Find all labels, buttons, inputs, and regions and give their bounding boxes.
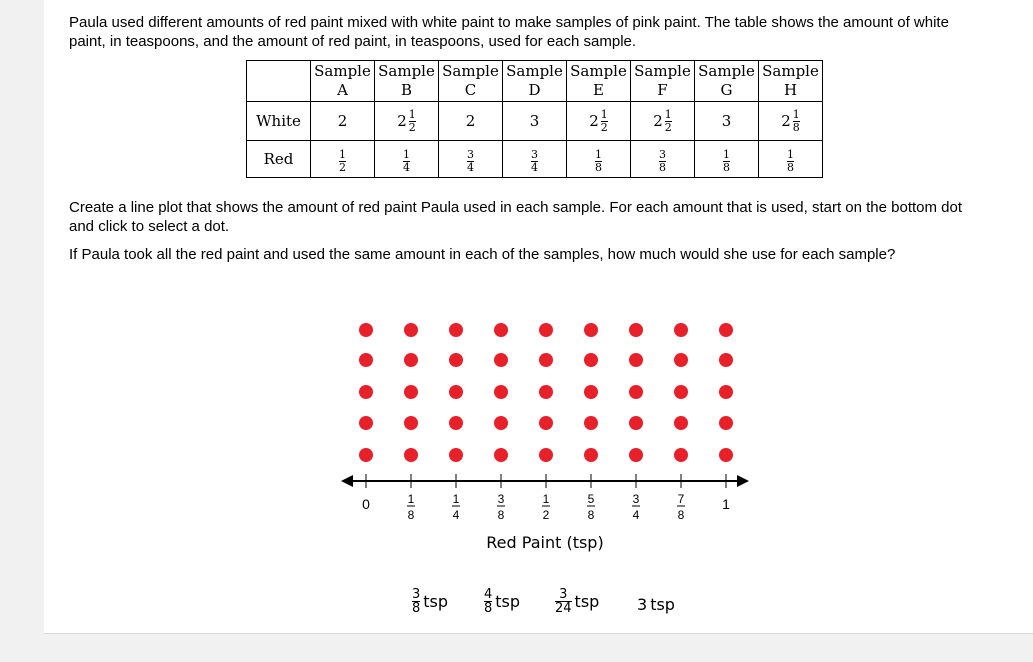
tick-label-numerator: 1 [407,492,415,506]
numerator: 1 [600,107,608,121]
plot-dot[interactable] [449,353,463,367]
plot-dot[interactable] [674,448,688,462]
tick-label-denominator: 8 [587,508,595,522]
denominator: 8 [723,161,730,174]
plot-dot[interactable] [719,385,733,399]
header-letter: E [593,81,604,99]
header-word: Sample [314,62,371,80]
plot-dot[interactable] [584,353,598,367]
plot-dot[interactable] [629,385,643,399]
whole-number: 3 [721,112,732,130]
denominator: 2 [664,120,672,134]
header-word: Sample [698,62,755,80]
plot-dot[interactable] [449,323,463,337]
unit-label: tsp [495,592,521,611]
tick-label-numerator: 5 [587,492,595,506]
unit-label: tsp [574,592,600,611]
header-letter: D [528,81,541,99]
plot-dot[interactable] [674,323,688,337]
answer-choice-2[interactable] [484,588,520,615]
header-word: Sample [570,62,627,80]
tick-label-denominator: 8 [677,508,685,522]
header-word: Sample [634,62,691,80]
left-arrow-icon [341,475,353,487]
denominator: 4 [403,161,410,174]
question-average: If Paula took all the red paint and used the same amount in each of the samples, how much would she use for each sample? [69,246,896,263]
tick-label-denominator: 4 [632,508,640,522]
numerator: 3 [531,148,538,161]
denominator: 4 [467,161,474,174]
plot-dot[interactable] [404,323,418,337]
denominator: 8 [484,601,493,616]
denominator: 8 [659,161,666,174]
numerator: 3 [467,148,474,161]
tick-label-denominator: 8 [407,508,415,522]
numerator: 1 [339,148,346,161]
plot-dot[interactable] [539,323,553,337]
unit-label: tsp [423,592,449,611]
unit-label: tsp [650,595,675,614]
denominator: 8 [792,120,800,134]
denominator: 8 [412,601,421,616]
plot-dot[interactable] [359,416,373,430]
header-word: Sample [762,62,819,80]
plot-dot[interactable] [629,416,643,430]
plot-dot[interactable] [719,353,733,367]
question-intro: Paula used different amounts of red paint mixed with white paint to make samples of pink paint. The table shows the amount of white paint, in teaspoons, and the amount of red paint, in teaspoons, used for each sample. [69,14,949,50]
plot-dot[interactable] [719,323,733,337]
whole-number: 2 [781,112,791,130]
plot-dot[interactable] [359,353,373,367]
plot-dot[interactable] [404,416,418,430]
plot-dot[interactable] [539,448,553,462]
numerator: 1 [408,107,416,121]
plot-dot[interactable] [359,448,373,462]
whole-number: 2 [337,112,348,130]
tick-label-numerator: 7 [677,492,685,506]
header-letter: F [657,81,668,99]
plot-dot[interactable] [449,385,463,399]
choice-fraction [555,588,572,615]
plot-dot[interactable] [674,416,688,430]
plot-dot[interactable] [449,448,463,462]
denominator: 8 [595,161,602,174]
choice-fraction [412,588,420,615]
plot-dot[interactable] [629,323,643,337]
answer-choice-1[interactable] [412,588,448,615]
whole-number: 3 [529,112,540,130]
header-letter: G [720,81,733,99]
denominator: 8 [787,161,794,174]
tick-label-numerator: 1 [452,492,460,506]
white-row-label: White [247,102,311,141]
plot-dot[interactable] [494,416,508,430]
numerator: 1 [792,107,800,121]
tick-label-denominator: 2 [542,508,550,522]
choice-fraction [484,588,492,615]
plot-dot[interactable] [719,416,733,430]
header-letter: C [464,81,477,99]
header-word: Sample [442,62,499,80]
red-row-label: Red [247,141,311,178]
denominator: 24 [555,601,572,616]
plot-dot[interactable] [539,416,553,430]
plot-dot[interactable] [584,385,598,399]
plot-dot[interactable] [359,385,373,399]
header-word: Sample [378,62,435,80]
plot-dot[interactable] [494,323,508,337]
question-create-plot: Create a line plot that shows the amount of red paint Paula used in each sample. For each amount that is used, start on the bottom dot and click to select a dot. [69,199,963,235]
denominator: 2 [408,120,416,134]
whole-number: 3 [637,595,648,614]
plot-dot[interactable] [494,353,508,367]
tick-label-denominator: 8 [497,508,505,522]
numerator: 1 [595,148,602,161]
numerator: 3 [659,148,666,161]
plot-dot[interactable] [629,448,643,462]
header-letter: A [337,81,348,99]
plot-dot[interactable] [674,353,688,367]
answer-choice-4[interactable] [637,595,675,614]
plot-dot[interactable] [539,385,553,399]
plot-dot[interactable] [539,353,553,367]
plot-dot[interactable] [494,448,508,462]
tick-label-denominator: 4 [452,508,460,522]
plot-dot[interactable] [674,385,688,399]
whole-number: 2 [397,112,407,130]
plot-dot[interactable] [404,353,418,367]
numerator: 4 [484,587,493,602]
header-letter: H [783,81,798,99]
plot-dot[interactable] [494,385,508,399]
whole-number: 2 [589,112,599,130]
right-arrow-icon [737,475,749,487]
denominator: 4 [531,161,538,174]
header-word: Sample [506,62,563,80]
plot-dot[interactable] [584,323,598,337]
numerator: 3 [559,587,568,602]
plot-dot[interactable] [449,416,463,430]
whole-number: 2 [653,112,663,130]
tick-label-numerator: 1 [542,492,550,506]
denominator: 2 [339,161,346,174]
number-line [341,474,749,522]
numerator: 1 [787,148,794,161]
tick-label-numerator: 3 [632,492,640,506]
tick-label: 1 [722,496,730,512]
header-letter: B [400,81,413,99]
plot-dot[interactable] [404,448,418,462]
plot-dot[interactable] [404,385,418,399]
plot-dot[interactable] [584,416,598,430]
tick-label-numerator: 3 [497,492,505,506]
numerator: 1 [723,148,730,161]
axis-title: Red Paint (tsp) [486,533,604,552]
answer-choice-3[interactable] [555,588,599,615]
tick-label: 0 [362,496,370,512]
numerator: 1 [664,107,672,121]
plot-dot[interactable] [359,323,373,337]
plot-dot[interactable] [629,353,643,367]
denominator: 2 [600,120,608,134]
numerator: 3 [412,587,421,602]
dot-grid [359,323,733,462]
whole-number: 2 [465,112,476,130]
plot-dot[interactable] [719,448,733,462]
plot-dot[interactable] [584,448,598,462]
numerator: 1 [403,148,410,161]
